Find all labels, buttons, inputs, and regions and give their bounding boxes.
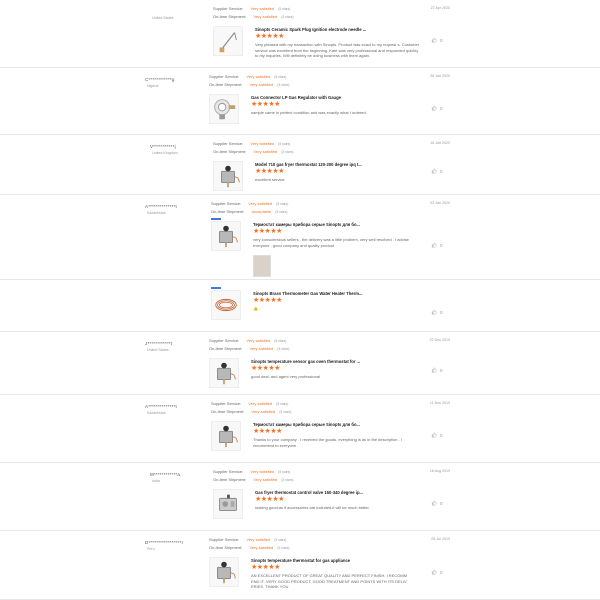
supplier-service-row [211,401,288,406]
product-thumbnail[interactable] [213,489,243,519]
product-thumbnail[interactable] [211,290,241,320]
review-date: 27 Apr 2020 [430,6,450,10]
product-title-link[interactable]: Sinopts temperature sensor gas oven thermostat for ... [251,359,361,364]
ontime-shipment-row [209,545,290,550]
buyer-country: United Kingdom [152,151,178,155]
ontime-shipment-stars: (5 stars) [281,150,294,154]
ontime-shipment-row [213,477,294,482]
ontime-shipment-rating: Very satisfied [251,409,276,414]
thumbs-up-icon [431,243,440,248]
supplier-service-rating: Very satisfied [248,401,273,406]
buyer-name: V***********j [150,144,176,149]
rating-stars: ★★★★★ [251,365,280,372]
rating-stars: ★★★★★ [255,33,284,40]
ontime-shipment-label: On-time Shipment: [213,477,247,482]
supplier-service-label: Supplier Service: [209,537,240,542]
ontime-shipment-rating: Acceptable [251,209,272,214]
supplier-service-rating: Very satisfied [250,469,275,474]
ontime-shipment-rating: Very satisfied [253,14,278,19]
ontime-shipment-row [209,346,290,351]
like-count: 0 [440,38,443,43]
supplier-service-label: Supplier Service: [209,338,240,343]
product-thumbnail[interactable] [211,421,241,451]
product-thumbnail[interactable] [213,26,243,56]
supplier-service-stars: (5 stars) [276,202,289,206]
ontime-shipment-stars: (5 stars) [277,83,290,87]
ontime-shipment-row [211,409,292,414]
review-date: 26 Jan 2020 [430,74,450,78]
ontime-shipment-rating: Very satisfied [249,82,274,87]
buyer-country: United States [147,348,169,352]
ontime-shipment-stars: (5 stars) [277,546,290,550]
supplier-service-label: Supplier Service: [211,201,242,206]
like-count: 0 [440,368,443,373]
review-date: 16 Aug 2019 [429,469,450,473]
ontime-shipment-label: On-time Shipment: [213,14,247,19]
buyer-country: India [152,479,160,483]
buyer-country: Kazakhstan [147,211,166,215]
like-count: 0 [440,106,443,111]
buyer-name: D*****************r [145,540,184,545]
product-thumbnail[interactable] [209,358,239,388]
buyer-name: M************a [150,472,181,477]
review-comment: very conscientious sellers . the delivery was a little problem, very well resolved . I advise everyone . good company and quality product [253,237,409,248]
thumbs-up-icon [431,38,440,43]
buyer-country: United States [152,16,174,20]
ontime-shipment-label: On-time Shipment: [209,545,243,550]
product-title-link[interactable]: Sinopts temperature thermostat for gas appliance [251,558,351,563]
thumbs-up-icon [431,169,440,174]
product-title-link[interactable]: Термостат камеры прибора серые Sinopts для бо... [253,422,361,427]
buyer-country: Kazakhstan [147,411,166,415]
ontime-shipment-row [211,209,288,214]
supplier-service-stars: (5 stars) [274,75,287,79]
supplier-service-row [209,74,286,79]
supplier-service-stars: (5 stars) [278,470,291,474]
supplier-service-stars: (5 stars) [278,142,291,146]
like-button[interactable] [431,500,443,506]
supplier-service-stars: (5 stars) [278,7,291,11]
thumbs-up-icon [431,368,440,373]
review-comment: Thanks to your company . I received the goods, everything is as in the description . I recommend to everyone . [253,437,402,448]
review-comment: Very pleased with my transaction with Sinopts. Product was exact to my request s. Customer service was excellent from the beginning. Kate was very professional and responded quickly to my inquiries. Will definitely be doing business with them again. [255,42,420,59]
review-date: 05 Jul 2019 [431,537,450,541]
supplier-service-row [209,338,286,343]
review-comment: good deal, and agent very professional [251,374,320,379]
review-comment: excellent service [255,177,285,182]
ontime-shipment-rating: Very satisfied [253,149,278,154]
like-button[interactable] [431,37,443,43]
review-date: 11 Nov 2019 [429,401,450,405]
like-button[interactable] [431,367,443,373]
like-count: 0 [440,570,443,575]
like-button[interactable] [431,309,443,315]
product-title-link[interactable]: Model 710 gas fryer thermostat 120-200 degree ipq t... [255,162,362,167]
product-title-link[interactable]: Sinopts Brass Thermometer Gas Water Heater Therm... [253,291,363,296]
supplier-service-label: Supplier Service: [209,74,240,79]
review-date: 03 Jan 2020 [430,201,450,205]
rating-stars: ★★★★★ [255,168,284,175]
review-item [0,135,600,195]
like-button[interactable] [431,105,443,111]
product-title-link[interactable]: Sinopts Ceramic Spark Plug Ignition electrode needle ... [255,27,367,32]
review-comment: sample came in perfect condition and was exactly what I ordered. [251,110,367,115]
review-item [0,68,600,135]
supplier-service-row [213,6,290,11]
rating-stars: ★★★★★ [253,228,282,235]
product-thumbnail[interactable] [213,161,243,191]
badge-icon [211,287,221,289]
supplier-service-row [211,201,288,206]
ontime-shipment-label: On-time Shipment: [213,149,247,154]
review-item [0,195,600,280]
product-thumbnail[interactable] [209,94,239,124]
ontime-shipment-stars: (5 stars) [281,15,294,19]
badge-icon [211,218,221,220]
rating-stars: ★★★★★ [255,496,284,503]
supplier-service-row [209,537,286,542]
like-count: 0 [440,310,443,315]
review-item [0,531,600,600]
supplier-service-rating: Very satisfied [246,537,271,542]
supplier-service-label: Supplier Service: [213,469,244,474]
buyer-name: J************t [145,341,173,346]
review-item [0,463,600,531]
ontime-shipment-label: On-time Shipment: [209,346,243,351]
like-count: 0 [440,243,443,248]
rating-stars: ★★★★★ [253,428,282,435]
product-title-link[interactable]: Gas fryer thermostat control valve 150-340 degree ip... [255,490,363,495]
review-date: 16 Jan 2020 [430,141,450,145]
supplier-service-rating: Very satisfied [246,74,271,79]
review-comment: 👍 [253,306,258,311]
product-title-link[interactable]: Gas Connector LP Gas Regulator with Gauge [251,95,341,100]
ontime-shipment-label: On-time Shipment: [211,209,245,214]
rating-stars: ★★★★★ [251,564,280,571]
ontime-shipment-row [213,14,294,19]
review-comment: looking good;as if accessories are included,it will be much better. [255,505,370,510]
like-button[interactable] [431,242,443,248]
review-item [0,0,600,68]
like-button[interactable] [431,569,443,575]
ontime-shipment-stars: (5 stars) [277,347,290,351]
ontime-shipment-label: On-time Shipment: [211,409,245,414]
buyer-name: A**************t [145,404,177,409]
ontime-shipment-label: On-time Shipment: [209,82,243,87]
supplier-service-rating: Very satisfied [250,6,275,11]
product-title-link[interactable]: Термостат камеры прибора серые Sinopts для бо... [253,222,361,227]
ontime-shipment-rating: Very satisfied [253,477,278,482]
ontime-shipment-rating: Very satisfied [249,346,274,351]
supplier-service-row [213,141,290,146]
ontime-shipment-stars: (3 stars) [275,210,288,214]
review-item [0,395,600,463]
review-photo[interactable] [253,255,271,277]
supplier-service-stars: (5 stars) [274,339,287,343]
supplier-service-row [213,469,290,474]
supplier-service-stars: (5 stars) [276,402,289,406]
ontime-shipment-stars: (5 stars) [279,410,292,414]
review-item [0,332,600,395]
review-date: 22 Dec 2019 [429,338,450,342]
ontime-shipment-stars: (5 stars) [281,478,294,482]
like-count: 0 [440,501,443,506]
like-count: 0 [440,169,443,174]
review-comment: AN EXCELLENT PRODUCT OF GREAT QUALITY AND PERFECT FINISH. I RECOMM END IT. VERY GOOD PRODUCT, GOOD TREATMENT AND POINTS WITH ITS DELIV ERIES. THANK YOU [251,573,408,590]
like-button[interactable] [431,168,443,174]
thumbs-up-icon [431,310,440,315]
buyer-name: A**************t [145,204,177,209]
supplier-service-label: Supplier Service: [213,141,244,146]
supplier-service-rating: Very satisfied [248,201,273,206]
ontime-shipment-row [209,82,290,87]
buyer-name: C************g [145,77,175,82]
thumbs-up-icon [431,570,440,575]
supplier-service-label: Supplier Service: [213,6,244,11]
thumbs-up-icon [431,106,440,111]
supplier-service-rating: Very satisfied [246,338,271,343]
thumbs-up-icon [431,433,440,438]
product-thumbnail[interactable] [211,221,241,251]
supplier-service-label: Supplier Service: [211,401,242,406]
buyer-country: Nigeria [147,84,159,88]
ontime-shipment-row [213,149,294,154]
like-button[interactable] [431,432,443,438]
rating-stars: ★★★★★ [251,101,280,108]
review-item [0,280,600,332]
product-thumbnail[interactable] [209,557,239,587]
thumbs-up-icon [431,501,440,506]
like-count: 0 [440,433,443,438]
rating-stars: ★★★★★ [253,297,282,304]
buyer-country: Peru [147,547,155,551]
ontime-shipment-rating: Very satisfied [249,545,274,550]
supplier-service-stars: (5 stars) [274,538,287,542]
supplier-service-rating: Very satisfied [250,141,275,146]
